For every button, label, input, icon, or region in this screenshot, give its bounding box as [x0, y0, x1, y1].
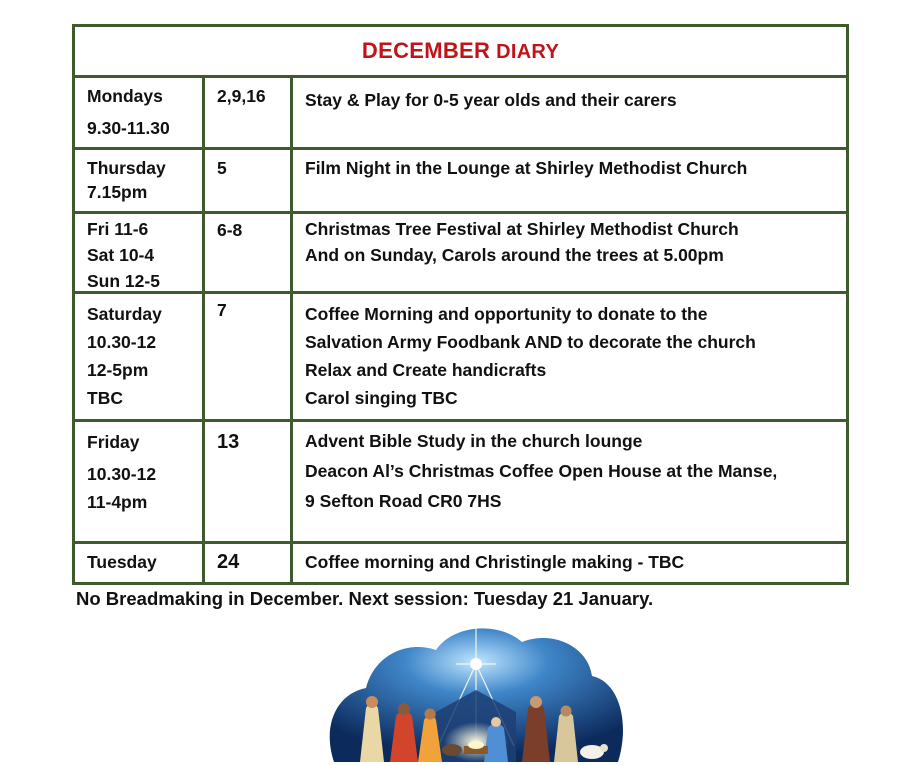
- dates-cell: [205, 294, 293, 419]
- diary-title-row: [75, 27, 846, 78]
- when-line: Tuesday: [87, 552, 157, 572]
- dates-line: 7: [217, 300, 227, 320]
- events-cell: [293, 214, 846, 291]
- event-line: Coffee morning and Christingle making - TBC: [305, 552, 685, 572]
- diary-row: [75, 150, 846, 214]
- dates-cell: [205, 544, 293, 582]
- event-line: Relax and Create handicrafts: [305, 360, 547, 380]
- when-line: Sun 12-5: [87, 271, 160, 291]
- when-cell: [75, 78, 205, 147]
- dates-line: 13: [217, 431, 240, 453]
- diary-title: [362, 38, 559, 64]
- when-line: 12-5pm: [87, 360, 149, 380]
- when-cell: [75, 294, 205, 419]
- event-line: Christmas Tree Festival at Shirley Methodist Church: [305, 219, 739, 239]
- when-line: Saturday: [87, 304, 162, 324]
- when-line: Mondays: [87, 86, 163, 106]
- footnote: No Breadmaking in December. Next session: Tuesday 21 January.: [76, 588, 654, 609]
- when-line: Sat 10-4: [87, 245, 155, 265]
- when-line: 11-4pm: [87, 492, 148, 512]
- nativity-scene-illustration: [326, 616, 626, 762]
- event-line: Salvation Army Foodbank AND to decorate the church: [305, 332, 756, 352]
- when-line: Fri 11-6: [87, 219, 149, 239]
- event-line: Carol singing TBC: [305, 388, 458, 408]
- diary-row: [75, 78, 846, 150]
- event-line: 9 Sefton Road CR0 7HS: [305, 491, 502, 511]
- diary-title-word1: DECEMBER: [361, 38, 491, 63]
- event-line: And on Sunday, Carols around the trees at 5.00pm: [305, 245, 724, 265]
- diary-title-word2: DIARY: [496, 41, 560, 63]
- when-line: 10.30-12: [87, 464, 157, 484]
- event-line: Deacon Al’s Christmas Coffee Open House at the Manse,: [305, 461, 778, 481]
- dates-line: 5: [217, 158, 227, 178]
- when-line: Friday: [87, 432, 140, 452]
- when-line: 9.30-11.30: [87, 118, 170, 138]
- when-cell: [75, 214, 205, 291]
- diary-row: [75, 544, 846, 582]
- events-cell: [293, 150, 846, 211]
- dates-line: 2,9,16: [217, 86, 266, 106]
- when-line: TBC: [87, 388, 123, 408]
- when-line: Thursday: [87, 158, 166, 178]
- event-line: Stay & Play for 0-5 year olds and their carers: [305, 90, 677, 110]
- dates-cell: [205, 78, 293, 147]
- when-cell: [75, 544, 205, 582]
- event-line: Film Night in the Lounge at Shirley Methodist Church: [305, 158, 748, 178]
- diary-row: [75, 422, 846, 544]
- events-cell: [293, 294, 846, 419]
- events-cell: [293, 78, 846, 147]
- events-cell: [293, 544, 846, 582]
- dates-cell: [205, 422, 293, 541]
- when-line: 10.30-12: [87, 332, 157, 352]
- when-cell: [75, 150, 205, 211]
- diary-row: [75, 214, 846, 294]
- diary-row: [75, 294, 846, 422]
- dates-cell: [205, 150, 293, 211]
- dates-line: 24: [217, 551, 240, 573]
- dates-cell: [205, 214, 293, 291]
- event-line: Coffee Morning and opportunity to donate to the: [305, 304, 708, 324]
- december-diary-table: [72, 24, 849, 585]
- dates-line: 6-8: [217, 220, 243, 240]
- events-cell: [293, 422, 846, 541]
- when-cell: [75, 422, 205, 541]
- event-line: Advent Bible Study in the church lounge: [305, 431, 643, 451]
- when-line: 7.15pm: [87, 182, 148, 202]
